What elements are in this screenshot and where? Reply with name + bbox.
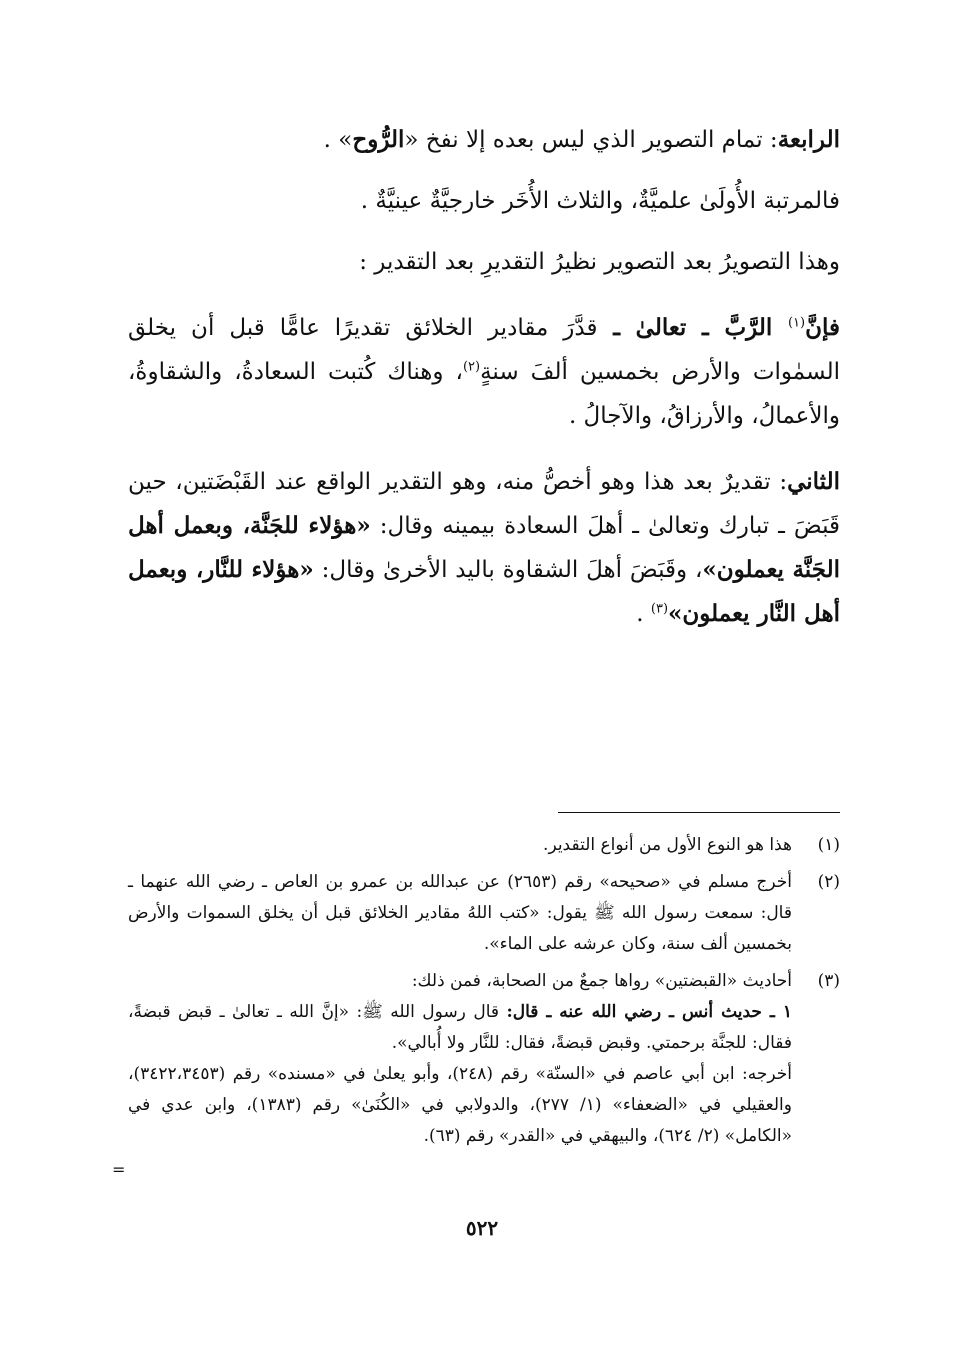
paragraph-text: : تقديرٌ بعد هذا وهو أخصُّ منه، وهو التقدير الواقع عند القَبْضَتين، حين قَبَضَ ـ تبارك وتعالىٰ ـ أهلَ السعادة بيمينه وقال: — [128, 469, 841, 539]
quote-text: «هؤلاء للجَنَّة، وبعمل أهل الجَنَّة يعملون» — [128, 512, 840, 583]
paragraph-text: : تمام التصوير الذي ليس بعده إلا نفخ « — [404, 127, 778, 153]
paragraph-first-decree — [128, 306, 840, 438]
paragraph-text: » . — [323, 127, 353, 153]
paragraph-text: ، وهناك كُتبت السعادةُ، والشقاوةُ، والأعمالُ، والأرزاقُ، والآجالُ . — [128, 359, 840, 429]
footnote-intro: أحاديث «القبضتين» رواها جمعٌ من الصحابة، فمن ذلك: — [411, 971, 792, 991]
paragraph-text: . — [636, 601, 651, 627]
footnote-number: (٣) — [817, 971, 840, 991]
paragraph-ranks — [128, 179, 840, 223]
hadith-text: قال رسول الله ﷺ: «إنَّ الله ـ تعالىٰ ـ قبض قبضةً، فقال: للجنَّة برحمتي. وقبض قبضةً، فقال: للنَّار ولا أُبالي». — [128, 1002, 792, 1053]
footnote-2 — [128, 867, 840, 960]
footnote-ref[interactable]: (١) — [787, 315, 806, 331]
paragraph-text: قدَّرَ مقادير الخلائق تقديرًا عامًّا قبل أن يخلق السمٰوات والأرض بخمسين ألفَ سنةٍ — [128, 315, 840, 385]
paragraph-text: وهذا التصويرُ بعد التصوير نظيرُ التقديرِ بعد التقدير : — [359, 249, 840, 275]
footnote-number: (٢) — [817, 872, 840, 892]
hadith-lead: ١ ـ حديث أنس ـ رضي الله عنه ـ قال: — [506, 1002, 792, 1022]
quote-text: «هؤلاء للنَّار، وبعمل أهل النَّار يعملون» — [128, 556, 840, 627]
continuation-mark: = — [112, 1160, 126, 1179]
footnote-ref[interactable]: (٢) — [462, 359, 481, 375]
footnote-body — [128, 830, 792, 861]
lead-word: الثاني — [787, 468, 840, 495]
paragraph-fourth-stage — [128, 118, 840, 162]
footnote-body — [128, 867, 792, 960]
lead-word: فإنَّ — [805, 314, 841, 341]
paragraph-text: ، وقَبَضَ أهلَ الشقاوة باليد الأخرىٰ وقال: — [313, 557, 703, 583]
main-text — [128, 118, 840, 636]
footnote-ref[interactable]: (٣) — [650, 601, 669, 617]
page-content — [128, 118, 841, 1146]
footnote-number: (١) — [817, 835, 840, 855]
lead-word: الرابعة — [777, 126, 840, 153]
paragraph-analogy — [128, 240, 840, 284]
footnote-text: هذا هو النوع الأول من أنواع التقدير. — [543, 835, 792, 855]
bold-term: الرَّبَّ ـ تعالىٰ ـ — [597, 314, 788, 341]
bold-term: الرُّوح — [352, 126, 405, 153]
footnotes — [128, 830, 840, 1158]
page-number: ٥٢٢ — [465, 1216, 499, 1240]
footnote-3 — [128, 966, 840, 1152]
paragraph-second-decree — [128, 460, 840, 636]
footnote-1 — [128, 830, 840, 861]
footnote-text: أخرج مسلم في «صحيحه» رقم (٢٦٥٣) عن عبدالله بن عمرو بن العاص ـ رضي الله عنهما ـ قال: سمعت رسول الله ﷺ يقول: «كتب اللهُ مقادير الخلائق قبل أن يخلق السموات والأرض بخمسين ألف سنة، وكان عرشه على الماء». — [128, 872, 792, 954]
footnote-hadith — [128, 997, 792, 1059]
footnote-divider — [558, 812, 840, 813]
paragraph-text: فالمرتبة الأُولَىٰ علميَّةٌ، والثلاث الأُخَر خارجيَّةٌ عينيَّةٌ . — [360, 188, 840, 214]
footnote-takhrij: أخرجه: ابن أبي عاصم في «السنّة» رقم (٢٤٨)، وأبو يعلىٰ في «مسنده» رقم (٣٤٢٢،٣٤٥٣)، والعقيلي في «الضعفاء» (١/ ٢٧٧)، والدولابي في «الكُنَىٰ» رقم (١٣٨٣)، وابن عدي في «الكامل» (٢/ ٦٢٤)، والبيهقي في «القدر» رقم (٦٣). — [128, 1064, 792, 1146]
footnote-body — [128, 966, 792, 1152]
